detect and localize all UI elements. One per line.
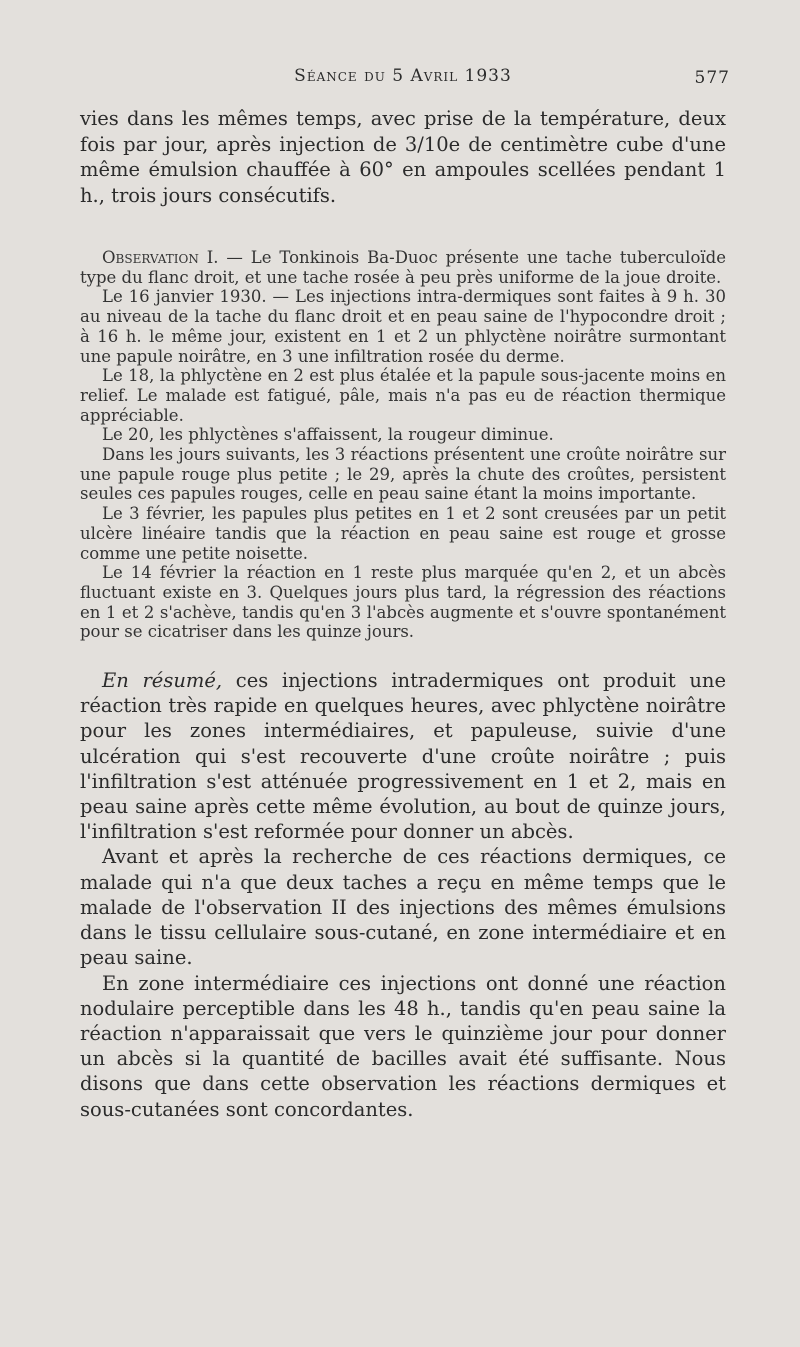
observation-paragraph-7: Le 14 février la réaction en 1 reste plus marquée qu'en 2, et un abcès fluctuant existe en 3. Quelques jours plus tard, la régression des réactions en 1 et 2 s'achève, tandis qu'en 3 l'abcès augmente et s'ouvre spontanément pour se cicatriser dans les quinze jours. [80, 563, 726, 642]
observation-paragraph-6: Le 3 février, les papules plus petites en 1 et 2 sont creusées par un petit ulcère linéaire tandis que la réaction en peau saine est rouge et grosse comme une petite noisette. [80, 504, 726, 563]
observation-paragraph-1 [80, 248, 726, 287]
intro-paragraph: vies dans les mêmes temps, avec prise de la température, deux fois par jour, après injection de 3/10e de centimètre cube d'une même émulsion chauffée à 60° en ampoules scellées pendant 1 h., trois jours consécutifs. [80, 107, 726, 207]
running-head: Séance du 5 Avril 1933 [294, 66, 512, 86]
observation-section [80, 248, 726, 642]
observation-paragraph-3: Le 18, la phlyctène en 2 est plus étalée et la papule sous-jacente moins en relief. Le malade est fatigué, pâle, mais n'a pas eu de réaction thermique appréciable. [80, 366, 726, 425]
summary-paragraph-1-text: ces injections intradermiques ont produit une réaction très rapide en quelques heures, avec phlyctène noirâtre pour les zones intermédiaires, et papuleuse, suivie d'une ulcération qui s'est recouverte d'une croûte noirâtre ; puis l'infiltration s'est atténuée progressivement en 1 et 2, mais en peau saine après cette même évolution, au bout de quinze jours, l'infiltration s'est reformée pour donner un abcès. [80, 669, 726, 844]
observation-title: Observation I. [102, 248, 219, 267]
observation-paragraph-2: Le 16 janvier 1930. — Les injections intra-dermiques sont faites à 9 h. 30 au niveau de la tache du flanc droit et en peau saine de l'hypocondre droit ; à 16 h. le même jour, existent en 1 et 2 un phlyctène noirâtre surmontant une papule noirâtre, en 3 une infiltration rosée du derme. [80, 287, 726, 366]
page-header [80, 58, 730, 94]
page [80, 58, 730, 1122]
page-number: 577 [694, 68, 730, 88]
summary-paragraph-1 [80, 668, 726, 844]
summary-section [80, 668, 726, 1122]
observation-paragraph-4: Le 20, les phlyctènes s'affaissent, la rougeur diminue. [102, 425, 554, 445]
summary-paragraph-2: Avant et après la recherche de ces réactions dermiques, ce malade qui n'a que deux taches a reçu en même temps que le malade de l'observation II des injections des mêmes émulsions dans le tissu cellulaire sous-cutané, en zone intermédiaire et en peau saine. [80, 845, 726, 970]
observation-paragraph-1-text: — Le Tonkinois Ba-Duoc présente une tache tuberculoïde type du flanc droit, et une tache rosée à peu près uniforme de la joue droite. [80, 248, 726, 287]
summary-paragraph-3: En zone intermédiaire ces injections ont donné une réaction nodulaire perceptible dans les 48 h., tandis qu'en peau saine la réaction n'apparaissait que vers le quinzième jour pour donner un abcès si la quantité de bacilles avait été suffisante. Nous disons que dans cette observation les réactions dermiques et sous-cutanées sont concordantes. [80, 971, 726, 1121]
summary-lead: En résumé, [102, 669, 223, 693]
observation-paragraph-5: Dans les jours suivants, les 3 réactions présentent une croûte noirâtre sur une papule rouge plus petite ; le 29, après la chute des croûtes, persistent seules ces papules rouges, celle en peau saine étant la moins importante. [80, 445, 726, 504]
